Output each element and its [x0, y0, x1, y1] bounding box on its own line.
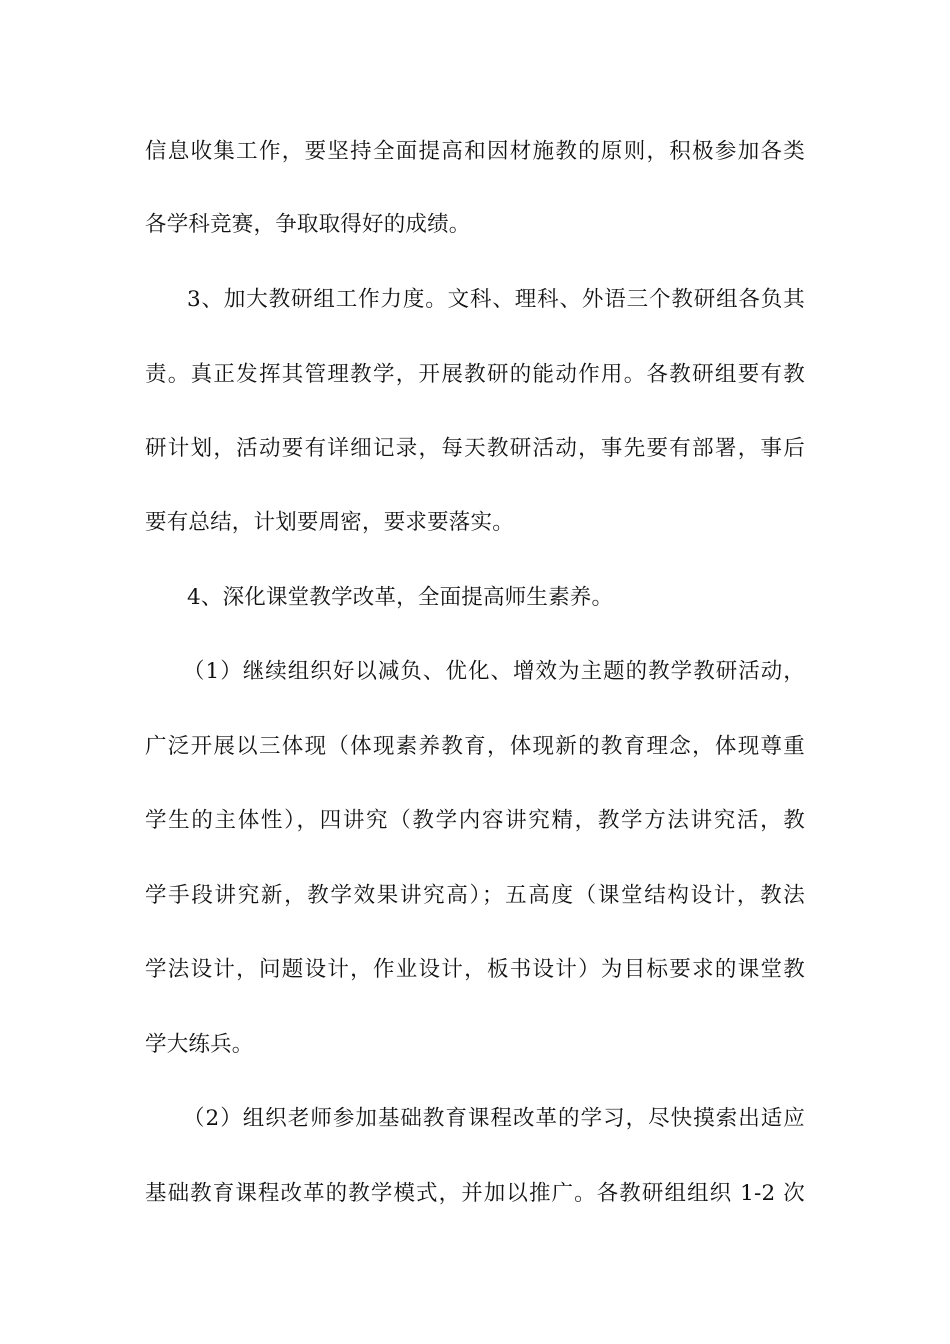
text-line: 研计划，活动要有详细记录，每天教研活动，事先要有部署，事后: [145, 436, 805, 461]
text-line: 学大练兵。: [145, 1032, 254, 1057]
text-line: 基础教育课程改革的教学模式，并加以推广。各教研组组织 1-2 次: [145, 1181, 805, 1206]
text-line: 广泛开展以三体现（体现素养教育，体现新的教育理念，体现尊重: [145, 734, 805, 759]
text-line: 学生的主体性），四讲究（教学内容讲究精，教学方法讲究活，教: [145, 808, 805, 833]
text-line: 3、加大教研组工作力度。文科、理科、外语三个教研组各负其: [187, 287, 805, 312]
text-line: 4、深化课堂教学改革，全面提高师生素养。: [187, 585, 614, 610]
text-line: 学法设计，问题设计，作业设计，板书设计）为目标要求的课堂教: [145, 957, 805, 982]
text-line: （1）继续组织好以减负、优化、增效为主题的教学教研活动，: [183, 659, 805, 684]
text-line: 学手段讲究新，教学效果讲究高）；五高度（课堂结构设计，教法: [145, 883, 805, 908]
text-line: （2）组织老师参加基础教育课程改革的学习，尽快摸索出适应: [183, 1106, 805, 1131]
text-line: 要有总结，计划要周密，要求要落实。: [145, 510, 514, 535]
text-line: 信息收集工作，要坚持全面提高和因材施教的原则，积极参加各类: [145, 139, 805, 164]
text-line: 各学科竞赛，争取取得好的成绩。: [145, 212, 471, 237]
text-line: 责。真正发挥其管理教学，开展教研的能动作用。各教研组要有教: [145, 362, 805, 387]
